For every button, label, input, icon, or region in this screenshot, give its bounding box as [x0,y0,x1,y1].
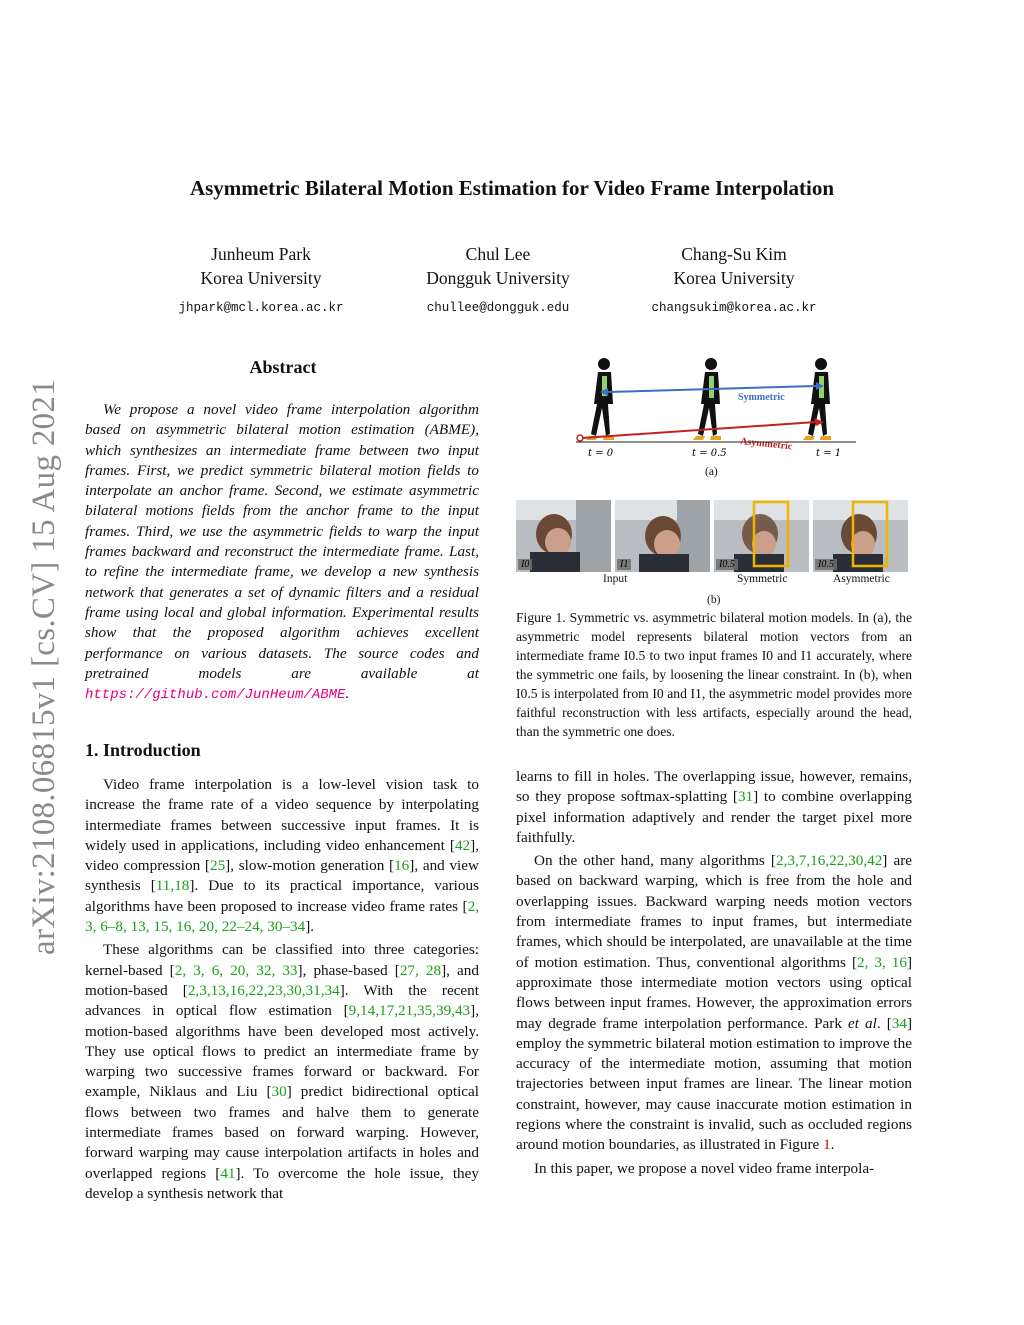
text-run: ]. With the recent advances in optical flow estimation [ [85,981,479,1020]
author-3 [624,242,844,320]
motion-diagram [516,352,910,482]
subfigure-label-b: (b) [707,594,721,606]
code-link[interactable]: https://github.com/JunHeum/ABME [85,687,346,704]
author-name: Junheum Park [211,244,311,264]
figure-1a [516,352,910,482]
text-run: ], and view synthesis [ [85,857,479,895]
frame-image-i1 [615,500,710,572]
frame-image-symmetric [714,500,809,572]
author-email[interactable]: changsukim@korea.ac.kr [651,301,817,315]
paragraph [85,775,479,937]
walker-figure-t1 [803,358,831,440]
frame-tag: I1 [617,559,631,570]
citation-link[interactable]: 2, 3, 16 [857,953,907,971]
text-run: ] employ the symmetric bilateral motion estimation to improve the accuracy of the intermediate motion, assuming that motion trajectories between input frames are linear. The linear motion constraint, however, may cause inaccurate motion estimation in regions where the constraint is invalid, such as occluded regions around motion boundaries, as illustrated in Figure [516,1014,912,1154]
text-run: On the other hand, many algorithms [ [534,852,776,870]
paragraph: In this paper, we propose a novel video frame interpola- [534,1159,875,1177]
asymmetric-label: Asymmetric [739,436,793,453]
text-run: ], phase-based [ [297,961,400,979]
text-run: . [ [876,1014,892,1032]
citation-link[interactable]: 2, 3, 6, 20, 32, 33 [174,961,298,979]
citation-link[interactable]: 16 [394,857,410,875]
frame-tag: I0.5 [815,559,837,570]
arxiv-identifier: arXiv:2108.06815v1 [cs.CV] 15 Aug 2021 [26,378,62,955]
citation-link[interactable]: 42 [454,836,471,854]
text-run: ]. To overcome the hole issue, they develop a synthesis network that [85,1164,479,1202]
introduction-body [85,775,479,1204]
citation-link[interactable]: 34 [891,1014,907,1032]
abstract-body [85,400,479,705]
author-affiliation: Korea University [673,268,795,288]
walker-figure-t05 [693,358,721,440]
text-run: . [830,1136,835,1154]
section-heading-introduction: 1. Introduction [85,740,201,760]
text-run: learns to fill in holes. The overlapping issue, however, remains, so they propose softmax-splatting [ [516,768,912,806]
text-run: ]. [305,918,315,936]
frame-image-i0 [516,500,611,572]
author-name: Chul Lee [465,244,531,264]
frame-tag: I0 [518,559,532,570]
figure-caption: Figure 1. Symmetric vs. asymmetric bilateral motion models. In (a), the asymmetric model represents bilateral motion vectors from an intermediate frame I0.5 to two input frames I0 and I1 accurately, where the symmetric one fails, by loosening the linear constraint. In (b), when I0.5 is interpolated from I0 and I1, the asymmetric model provides more faithful reconstruction with less artifacts, especially around the head, than the symmetric one does. [516,610,912,739]
author-affiliation: Dongguk University [426,268,570,288]
citation-link[interactable]: 2,3,13,16,22,23,30,31,34 [187,981,340,999]
citation-link[interactable]: 11,18 [155,877,190,895]
time-label-t0: t = 0 [588,448,614,459]
text-run: ]. Due to its practical importance, various algorithms have been proposed to increase video frame rates [ [85,877,479,915]
text-run: ] to combine overlapping pixel information adaptively and render the target pixel more faithfully. [516,788,912,846]
text-run: ], slow-motion generation [ [225,857,395,875]
text-run: Video frame interpolation is a low-level vision task to increase the frame rate of a video sequence by interpolating intermediate frames between successive input frames. It is widely used in applications, including video enhancement [ [85,776,479,854]
citation-link[interactable]: 30 [271,1083,287,1101]
walker-figure-t0 [586,358,614,440]
citation-link[interactable]: 27, 28 [399,961,442,979]
label-input: Input [603,573,628,585]
time-label-t05: t = 0.5 [692,448,727,459]
author-name: Chang-Su Kim [681,244,787,264]
citation-link[interactable]: 31 [737,788,754,806]
citation-link[interactable]: 2, 3, 6–8, 13, 15, 16, 20, 22–24, 30–34 [85,897,479,936]
author-affiliation: Korea University [200,268,322,288]
text-run: ] approximate those intermediate motion vectors using optical flows between input frames. However, the approximation errors may degrade frame interpolation performance. Park [516,953,912,1032]
frame-tag: I0.5 [716,559,738,570]
right-column-body [516,767,912,1179]
author-1 [151,242,371,320]
author-2 [388,242,608,320]
citation-link[interactable]: 9,14,17,21,35,39,43 [348,1002,471,1020]
text-run: ], and motion-based [ [85,961,479,999]
abstract-end: . [345,685,350,703]
text-run: ], video compression [ [85,836,479,875]
subfigure-label-a: (a) [705,466,718,478]
frame-image-asymmetric [813,500,908,572]
paragraph [85,940,479,1204]
abstract-heading: Abstract [249,357,317,377]
text-run: ] are based on backward warping, which is free from the hole and overlapping issues. Backward warping needs motion vectors from intermediate frames to input frames, but intermediate frames, which should be interpolated, are unavailable at the time of motion estimation. Thus, conventional algorithms [ [516,852,912,971]
text-run: et al [847,1014,877,1032]
author-email[interactable]: chullee@dongguk.edu [426,301,570,315]
citation-link[interactable]: 25 [209,857,226,875]
time-label-t1: t = 1 [816,448,842,459]
text-run: ] predict bidirectional optical flows between two frames and halve them to generate intermediate frames based on forward warping. However, forward warping may cause interpolation artifacts in holes and overlapped regions [ [85,1083,479,1182]
paper-title: Asymmetric Bilateral Motion Estimation for Video Frame Interpolation [189,176,835,200]
citation-link[interactable]: 41 [220,1164,236,1182]
paragraph [516,767,912,848]
abstract-text: We propose a novel video frame interpolation algorithm based on asymmetric bilateral motion estimation (ABME), which synthesizes an intermediate frame between two input frames. First, we predict symmetric bilateral motion fields to interpolate an anchor frame. Second, we estimate asymmetric bilateral motions fields from the anchor frame to the input frames. Third, we use the asymmetric fields to warp the input frames backward and reconstruct the intermediate frame. Last, to refine the intermediate frame, we develop a new synthesis network that generates a set of dynamic filters and a residual frame using local and global information. Experimental results show that the proposed algorithm achieves excellent performance on various datasets. The source codes and pretrained models are available at [85,401,479,682]
symmetric-label: Symmetric [738,392,785,403]
label-asymmetric: Asymmetric [833,573,890,585]
figure-reference-link[interactable]: 1 [823,1136,831,1154]
paragraph [516,851,912,1155]
author-email[interactable]: jhpark@mcl.korea.ac.kr [178,301,344,315]
citation-link[interactable]: 2,3,7,16,22,30,42 [775,852,883,870]
text-run: These algorithms can be classified into three categories: kernel-based [ [85,941,479,979]
label-symmetric: Symmetric [737,573,788,585]
text-run: ], motion-based algorithms have been developed most actively. They use optical flows to predict an intermediate frame by warping two successive frames forward or backward. For example, Niklaus and Liu [ [85,1002,479,1101]
